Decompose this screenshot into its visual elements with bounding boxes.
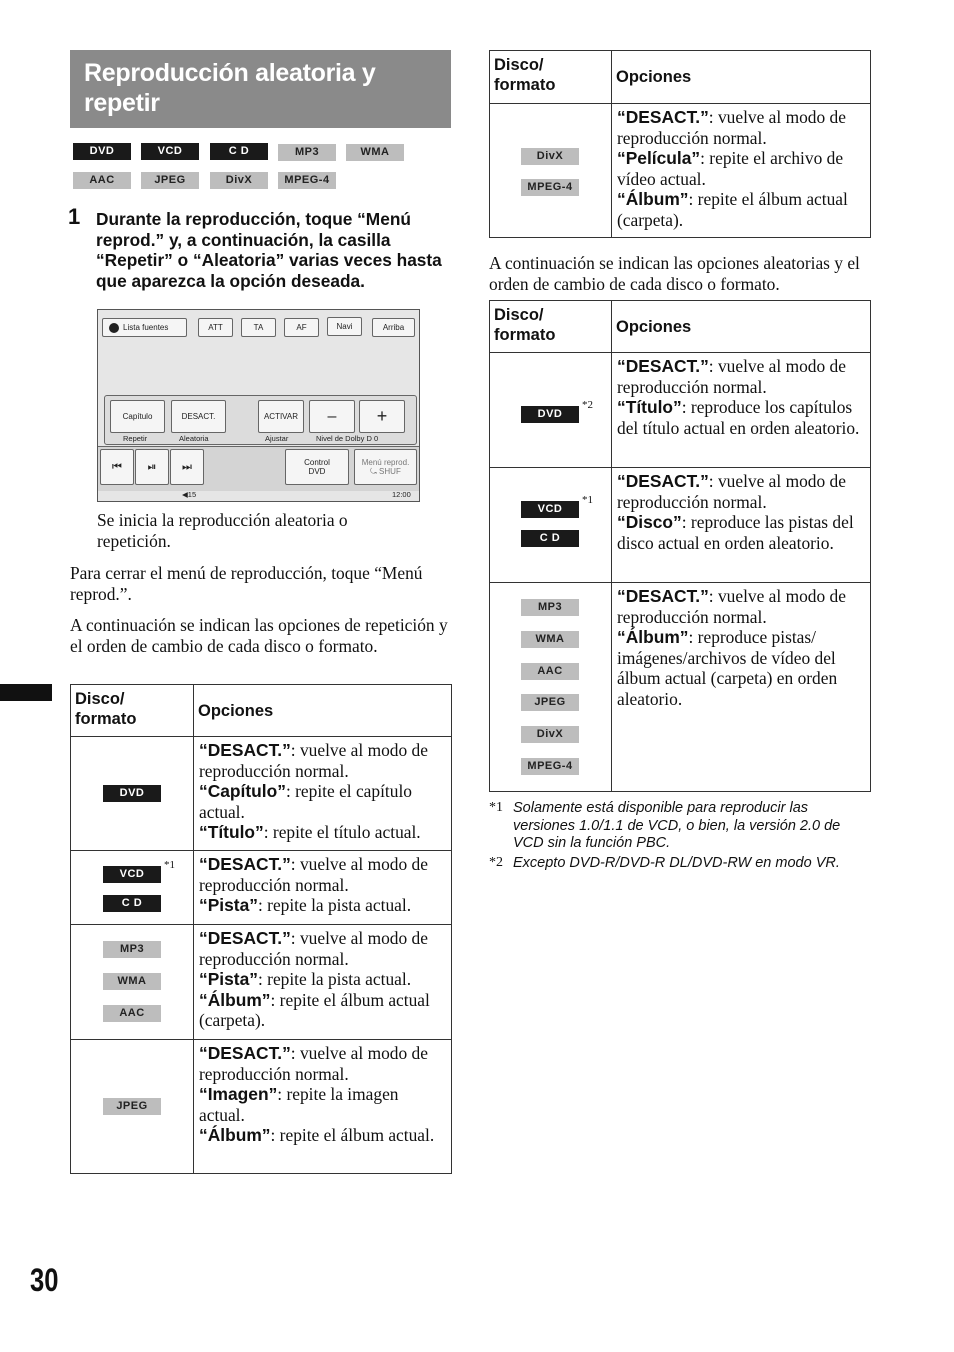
format-badge-jpeg: JPEG	[103, 1098, 161, 1115]
af-button[interactable]: AF	[284, 318, 319, 337]
footnote-ref: *1	[582, 494, 593, 506]
option-description: : repite el álbum actual.	[270, 1125, 435, 1146]
format-badge-mpeg4: MPEG-4	[278, 172, 336, 189]
option-keyword: “Álbum”	[199, 989, 271, 1010]
options-cell	[194, 1040, 452, 1174]
format-badge-divx: DivX	[210, 172, 268, 189]
step-instruction: Durante la reproducción, toque “Menú reprod.” y, a continuación, la casilla “Repetir” o “Aleatoria” varias veces hasta que aparezca la opción deseada.	[96, 209, 442, 291]
option-description: : reproduce las pistas del disco actual en orden aleatorio.	[617, 512, 854, 553]
play-menu-label: Menú reprod.	[361, 457, 410, 467]
format-badge-jpeg: JPEG	[521, 694, 579, 711]
format-badge-cd: C D	[521, 530, 579, 547]
step-number: 1	[68, 204, 81, 229]
option-keyword: “Álbum”	[617, 189, 689, 210]
format-cell	[71, 925, 194, 1040]
option-description: : vuelve al modo de reproducción normal.	[617, 356, 846, 397]
options-cell	[194, 737, 452, 851]
table-row	[490, 468, 871, 583]
prev-button[interactable]	[100, 449, 134, 485]
att-button[interactable]: ATT	[198, 318, 233, 337]
shuffle-label: Aleatoria	[179, 434, 209, 443]
option-description: : repite la imagen actual.	[199, 1084, 399, 1125]
play-pause-button[interactable]	[135, 449, 169, 485]
option-description: : repite la pista actual.	[257, 969, 412, 990]
format-cell	[490, 353, 612, 468]
format-badge-aac: AAC	[521, 663, 579, 680]
screen-illustration	[97, 309, 420, 502]
option-description: : vuelve al modo de reproducción normal.	[199, 1043, 428, 1084]
navi-button[interactable]: Navi	[327, 317, 362, 336]
option-keyword: “Pista”	[199, 969, 258, 990]
page-number: 30	[30, 1262, 59, 1298]
option-description: : reproduce los capítulos del título actual en orden aleatorio.	[617, 397, 860, 438]
option-keyword: “DESACT.”	[617, 471, 709, 491]
format-badge-divx: DivX	[521, 726, 579, 743]
table-row	[490, 353, 871, 468]
chapter-tab	[0, 684, 52, 701]
disc-icon	[109, 323, 119, 333]
option-description: : vuelve al modo de reproducción normal.	[199, 740, 428, 781]
format-badge-dvd: DVD	[73, 143, 131, 160]
option-keyword: “DESACT.”	[199, 928, 291, 948]
volume-value: 15	[187, 490, 197, 499]
shuffle-text: SHUF	[379, 466, 401, 476]
option-description: : repite el título actual.	[263, 822, 421, 843]
option-description: : repite el álbum actual (carpeta).	[199, 989, 430, 1031]
options-column-header: Opciones	[612, 301, 871, 353]
option-keyword: “Pista”	[199, 895, 258, 916]
repeat-intro: A continuación se indican las opciones de repetición y el orden de cambio de cada disco o formato.	[70, 615, 448, 656]
footnote-mark: *1	[489, 800, 503, 815]
format-column-header: Disco/ formato	[490, 51, 612, 104]
option-description: : reproduce pistas/ imágenes/archivos de vídeo del álbum actual (carpeta) en orden aleatorio.	[617, 627, 838, 709]
option-keyword: “DESACT.”	[199, 1043, 291, 1063]
footnote-ref: *2	[582, 399, 593, 411]
source-list-button[interactable]	[102, 318, 187, 337]
option-keyword: “DESACT.”	[199, 740, 291, 760]
next-button[interactable]	[170, 449, 204, 485]
option-description: : vuelve al modo de reproducción normal.	[617, 586, 846, 627]
option-description: : repite el álbum actual (carpeta).	[617, 189, 848, 230]
format-badge-vcd: VCD	[521, 501, 579, 518]
footnote-text: Solamente está disponible para reproducir las versiones 1.0/1.1 de VCD, o bien, la versión 2.0 de VCD sin la función PBC.	[513, 800, 841, 852]
format-cell	[71, 737, 194, 851]
play-pause-icon: ⏯	[147, 460, 157, 473]
adjust-label: Ajustar	[265, 434, 289, 443]
format-badge-dvd: DVD	[103, 785, 161, 802]
format-badge-jpeg: JPEG	[141, 172, 199, 189]
footnote-mark: *2	[489, 855, 503, 870]
options-cell	[612, 583, 871, 792]
repeat-options-table	[70, 684, 452, 1174]
clock: 12:00	[392, 490, 411, 499]
option-keyword: “Disco”	[617, 512, 682, 533]
table-row	[490, 583, 871, 792]
repeat-label: Repetir	[123, 434, 148, 443]
previous-track-icon: ⏮	[112, 460, 122, 473]
table-row	[71, 925, 452, 1040]
option-description: : vuelve al modo de reproducción normal.	[617, 107, 846, 148]
source-list-label: Lista fuentes	[123, 323, 169, 332]
up-button[interactable]: Arriba	[372, 318, 415, 337]
option-description: : repite la pista actual.	[257, 895, 412, 916]
option-description: : vuelve al modo de reproducción normal.	[617, 471, 846, 512]
options-column-header: Opciones	[194, 685, 452, 737]
options-cell	[612, 468, 871, 583]
option-keyword: “Imagen”	[199, 1084, 278, 1105]
repeat-options-table-continued	[489, 50, 871, 238]
ta-button[interactable]: TA	[241, 318, 276, 337]
option-description: : repite el archivo de vídeo actual.	[617, 148, 844, 189]
options-cell	[612, 353, 871, 468]
option-keyword: “Título”	[199, 822, 264, 843]
format-cell	[490, 104, 612, 238]
table-row	[71, 851, 452, 925]
next-track-icon: ⏭	[182, 460, 192, 473]
option-keyword: “DESACT.”	[199, 854, 291, 874]
shuffle-intro: A continuación se indican las opciones aleatorias y el orden de cambio de cada disco o formato.	[489, 253, 860, 294]
option-keyword: “Capítulo”	[199, 781, 286, 802]
format-badge-cd: C D	[210, 143, 268, 160]
shuffle-options-table	[489, 300, 871, 792]
format-cell	[71, 851, 194, 925]
table-row	[71, 1040, 452, 1174]
volume-icon: ◀	[182, 490, 188, 499]
format-badge-wma: WMA	[346, 144, 404, 161]
plus-button[interactable]: +	[359, 400, 405, 433]
format-badge-mpeg4: MPEG-4	[521, 758, 579, 775]
option-keyword: “Título”	[617, 397, 682, 418]
volume-indicator	[182, 490, 196, 499]
format-badge-vcd: VCD	[141, 143, 199, 160]
format-badge-mp3: MP3	[521, 599, 579, 616]
format-badge-wma: WMA	[521, 631, 579, 648]
format-badge-wma: WMA	[103, 973, 161, 990]
option-keyword: “DESACT.”	[617, 356, 709, 376]
play-menu-button[interactable]	[354, 449, 417, 485]
option-keyword: “DESACT.”	[617, 107, 709, 127]
option-keyword: “Álbum”	[617, 627, 689, 648]
shuffle-icon: ⤿	[370, 466, 380, 476]
format-column-header: Disco/ formato	[490, 301, 612, 353]
table-row	[71, 737, 452, 851]
table-row	[490, 104, 871, 238]
format-cell	[490, 468, 612, 583]
shuffle-button[interactable]: DESACT.	[171, 400, 226, 433]
close-menu-note: Para cerrar el menú de reproducción, toque “Menú reprod.”.	[70, 563, 423, 604]
format-badge-aac: AAC	[73, 172, 131, 189]
format-badge-divx: DivX	[521, 148, 579, 165]
format-cell	[71, 1040, 194, 1174]
option-keyword: “DESACT.”	[617, 586, 709, 606]
options-cell	[194, 925, 452, 1040]
control-dvd-button[interactable]	[285, 449, 349, 485]
format-badge-cd: C D	[103, 895, 161, 912]
format-badge-aac: AAC	[103, 1005, 161, 1022]
footnote-text: Excepto DVD-R/DVD-R DL/DVD-RW en modo VR.	[513, 855, 840, 871]
format-badge-mp3: MP3	[103, 941, 161, 958]
after-screen-note: Se inicia la reproducción aleatoria o repetición.	[97, 510, 348, 551]
options-column-header: Opciones	[612, 51, 871, 104]
section-title: Reproducción aleatoria y repetir	[70, 50, 451, 128]
option-description: : vuelve al modo de reproducción normal.	[199, 928, 428, 969]
adjust-button[interactable]: ACTIVAR	[258, 400, 304, 433]
option-description: : vuelve al modo de reproducción normal.	[199, 854, 428, 895]
minus-button[interactable]: –	[309, 400, 355, 433]
format-badge-mpeg4: MPEG-4	[521, 179, 579, 196]
dolby-level-label: Nivel de Dolby D 0	[316, 434, 379, 443]
control-dvd-label: Control DVD	[304, 458, 330, 476]
option-keyword: “Película”	[617, 148, 701, 169]
format-cell	[490, 583, 612, 792]
format-column-header: Disco/ formato	[71, 685, 194, 737]
repeat-button[interactable]: Capítulo	[110, 400, 165, 433]
options-cell	[194, 851, 452, 925]
format-badge-dvd: DVD	[521, 406, 579, 423]
footnote-ref: *1	[164, 859, 175, 871]
options-cell	[612, 104, 871, 238]
option-keyword: “Álbum”	[199, 1125, 271, 1146]
option-description: : repite el capítulo actual.	[199, 781, 412, 822]
format-badge-vcd: VCD	[103, 866, 161, 883]
shuffle-indicator	[370, 467, 401, 477]
format-badge-mp3: MP3	[278, 144, 336, 161]
